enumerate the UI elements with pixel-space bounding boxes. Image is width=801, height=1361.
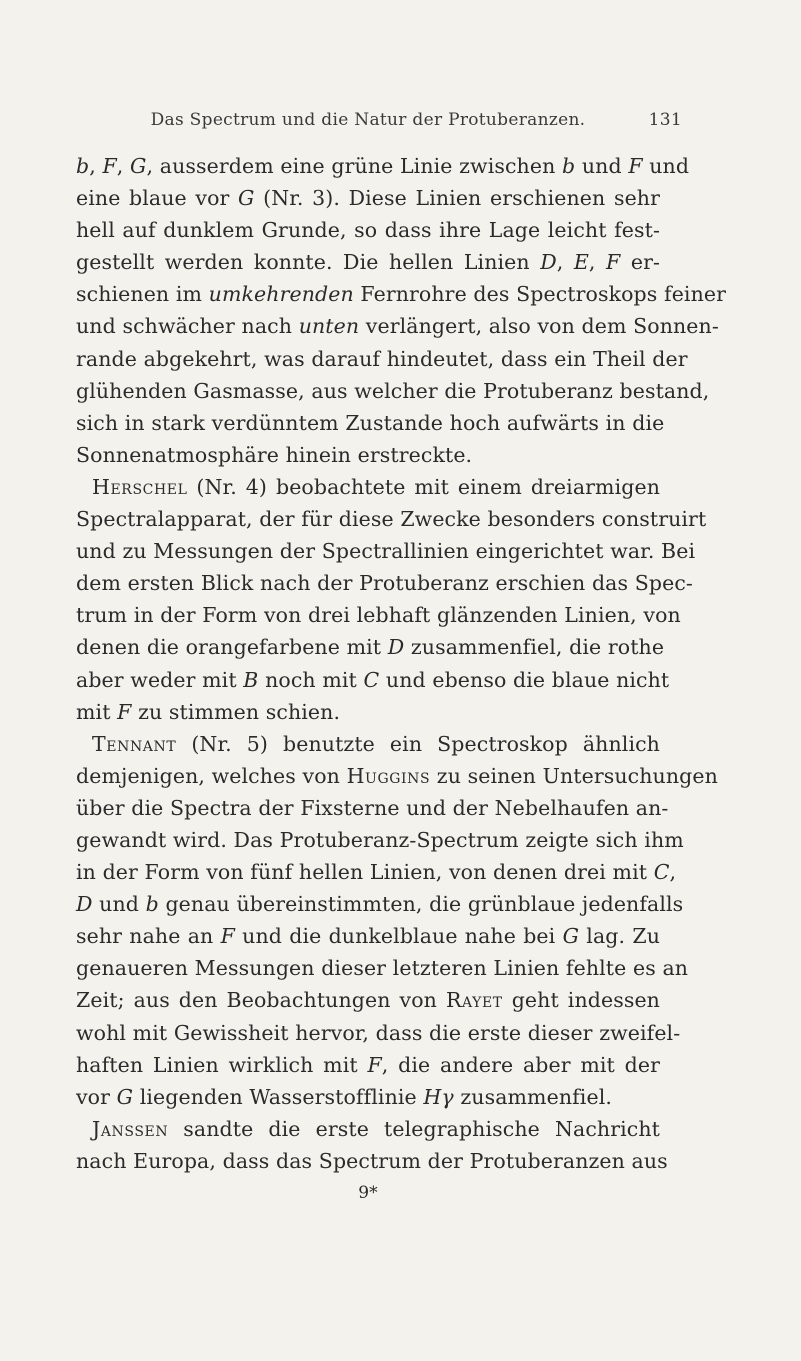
italic-symbol: D — [76, 892, 93, 917]
text-segment: nach Europa, dass das Spectrum der Protuberanzen aus — [76, 1148, 668, 1173]
text-segment: , — [89, 154, 103, 178]
author-name: Herschel — [92, 474, 188, 499]
text-segment: und — [642, 154, 690, 178]
text-line — [76, 696, 660, 728]
italic-symbol: b — [76, 154, 90, 178]
text-segment: er- — [620, 250, 661, 275]
italic-symbol: G — [238, 186, 255, 211]
italic-symbol: F — [220, 924, 235, 949]
author-name: Huggins — [346, 763, 431, 788]
text-line — [76, 182, 660, 214]
text-line — [76, 824, 684, 856]
text-segment: und zu Messungen der Spectrallinien eingerichtet war. Bei — [76, 539, 696, 564]
text-segment: sich in stark verdünntem Zustande hoch aufwärts in die — [76, 410, 665, 435]
text-line — [76, 1049, 660, 1081]
italic-symbol: b — [145, 892, 159, 917]
text-line — [76, 1113, 660, 1145]
text-line — [76, 631, 665, 663]
text-segment: wohl mit Gewissheit hervor, dass die erste dieser zweifel- — [76, 1020, 681, 1045]
text-segment: mit — [76, 699, 118, 724]
text-segment: in der Form von fünf hellen Linien, von denen drei mit — [76, 860, 654, 885]
page-number: 131 — [648, 110, 682, 130]
text-segment: demjenigen, welches von — [76, 763, 347, 788]
text-segment: zusammenfiel, die rothe — [404, 635, 665, 660]
text-line — [76, 503, 707, 535]
text-segment: über die Spectra der Fixsterne und der Nebelhaufen an- — [76, 795, 669, 820]
text-segment: zu seinen Untersuchungen — [430, 763, 718, 788]
text-segment: , — [556, 250, 574, 275]
italic-symbol: D — [387, 635, 405, 660]
text-segment: glühenden Gasmasse, aus welcher die Protuberanz bestand, — [76, 378, 710, 403]
text-segment: gewandt wird. Das Protuberanz-Spectrum zeigte sich ihm — [76, 827, 684, 852]
italic-symbol: F — [102, 154, 117, 178]
text-segment: genaueren Messungen dieser letzteren Linien fehlte es an — [76, 956, 689, 981]
text-segment: (Nr. 5) benutzte ein Spectroskop ähnlich — [176, 731, 660, 756]
text-line — [76, 1081, 660, 1113]
text-segment: und — [92, 892, 146, 917]
text-segment: vor — [76, 1084, 117, 1109]
text-segment: und schwächer nach — [76, 314, 299, 339]
text-segment: dem ersten Blick nach der Protuberanz erschien das Spec- — [76, 571, 693, 596]
text-line — [76, 792, 669, 824]
text-segment: zu stimmen schien. — [131, 699, 341, 724]
text-line — [76, 664, 670, 696]
text-line — [76, 888, 684, 920]
text-line — [76, 214, 660, 246]
text-segment: trum in der Form von drei lebhaft glänzenden Linien, von — [76, 603, 681, 628]
text-line — [76, 599, 681, 631]
text-line — [76, 439, 660, 471]
italic-symbol: G — [116, 1084, 134, 1109]
text-line — [76, 407, 665, 439]
text-segment: liegenden Wasserstofflinie — [133, 1084, 424, 1109]
text-segment: Sonnenatmosphäre hinein erstreckte. — [76, 442, 473, 467]
text-segment: lag. Zu — [579, 924, 660, 949]
italic-symbol: F — [606, 250, 621, 275]
text-segment: noch mit — [258, 667, 364, 692]
text-segment: rande abgekehrt, was darauf hindeutet, dass ein Theil der — [76, 346, 688, 371]
text-segment: und die dunkelblaue nahe bei — [234, 924, 563, 949]
text-line — [76, 567, 693, 599]
text-segment: haften Linien wirklich mit — [76, 1052, 368, 1077]
text-segment: gestellt werden konnte. Die hellen Linien — [76, 250, 541, 275]
text-segment: zusammenfiel. — [453, 1084, 612, 1109]
text-segment: (Nr. 4) beobachtete mit einem dreiarmigen — [187, 474, 660, 499]
author-name: Tennant — [92, 731, 177, 756]
text-line — [76, 760, 718, 792]
text-line — [76, 375, 710, 407]
text-line — [76, 535, 696, 567]
italic-symbol: C — [363, 667, 380, 692]
text-line — [76, 246, 660, 278]
text-line — [76, 1145, 668, 1177]
text-line — [76, 952, 689, 984]
text-line — [76, 343, 688, 375]
text-line — [76, 150, 690, 182]
text-line — [76, 310, 719, 342]
author-name: Janssen — [92, 1116, 169, 1141]
text-segment: denen die orangefarbene mit — [76, 635, 388, 660]
text-segment: eine blaue vor — [76, 186, 239, 211]
text-line — [76, 728, 660, 760]
text-segment: , — [669, 860, 677, 885]
text-segment: Fernrohre des Spectroskops feiner — [353, 282, 727, 307]
italic-symbol: G — [562, 924, 580, 949]
italic-symbol: B — [243, 667, 259, 692]
author-name: Rayet — [445, 988, 503, 1013]
text-segment: hell auf dunklem Grunde, so dass ihre Lage leicht fest- — [76, 218, 660, 243]
text-segment: , — [588, 250, 607, 275]
text-segment: (Nr. 3). Diese Linien erschienen sehr — [254, 186, 661, 211]
italic-symbol: F — [117, 699, 132, 724]
text-line — [76, 471, 660, 503]
text-line — [76, 278, 727, 310]
italic-symbol: G — [130, 154, 147, 178]
text-line — [76, 856, 677, 888]
running-title: Das Spectrum und die Natur der Protuberanzen. — [150, 110, 586, 130]
italic-symbol: C — [653, 860, 670, 885]
text-segment: geht indessen — [502, 988, 660, 1013]
italic-symbol: D — [540, 250, 557, 275]
text-segment: sehr nahe an — [76, 924, 221, 949]
signature-mark: 9* — [358, 1183, 378, 1203]
text-segment: Spectralapparat, der für diese Zwecke besonders construirt — [76, 507, 707, 532]
italic-symbol: F — [628, 154, 643, 178]
text-segment: verlängert, also von dem Sonnen- — [359, 314, 719, 339]
text-line — [76, 1017, 681, 1049]
italic-symbol: Hγ — [423, 1084, 454, 1109]
text-segment: und ebenso die blaue nicht — [379, 667, 670, 692]
page-header — [76, 110, 682, 136]
text-segment: schienen im — [76, 282, 209, 307]
text-segment: sandte die erste telegraphische Nachricht — [168, 1116, 660, 1141]
text-segment: , — [116, 154, 131, 178]
text-segment: und — [575, 154, 629, 178]
italic-symbol: unten — [298, 314, 360, 339]
body-text — [76, 150, 727, 1209]
italic-symbol: F — [367, 1052, 382, 1077]
italic-symbol: umkehrenden — [208, 282, 354, 307]
text-segment: , ausserdem eine grüne Linie zwischen — [146, 154, 563, 178]
text-segment: Zeit; aus den Beobachtungen von — [76, 988, 446, 1013]
text-segment: aber weder mit — [76, 667, 244, 692]
text-segment: , die andere aber mit der — [381, 1052, 660, 1077]
italic-symbol: E — [573, 250, 589, 275]
text-line — [76, 984, 660, 1016]
italic-symbol: b — [562, 154, 576, 178]
text-line — [76, 920, 660, 952]
text-segment: genau übereinstimmten, die grünblaue jedenfalls — [158, 892, 684, 917]
